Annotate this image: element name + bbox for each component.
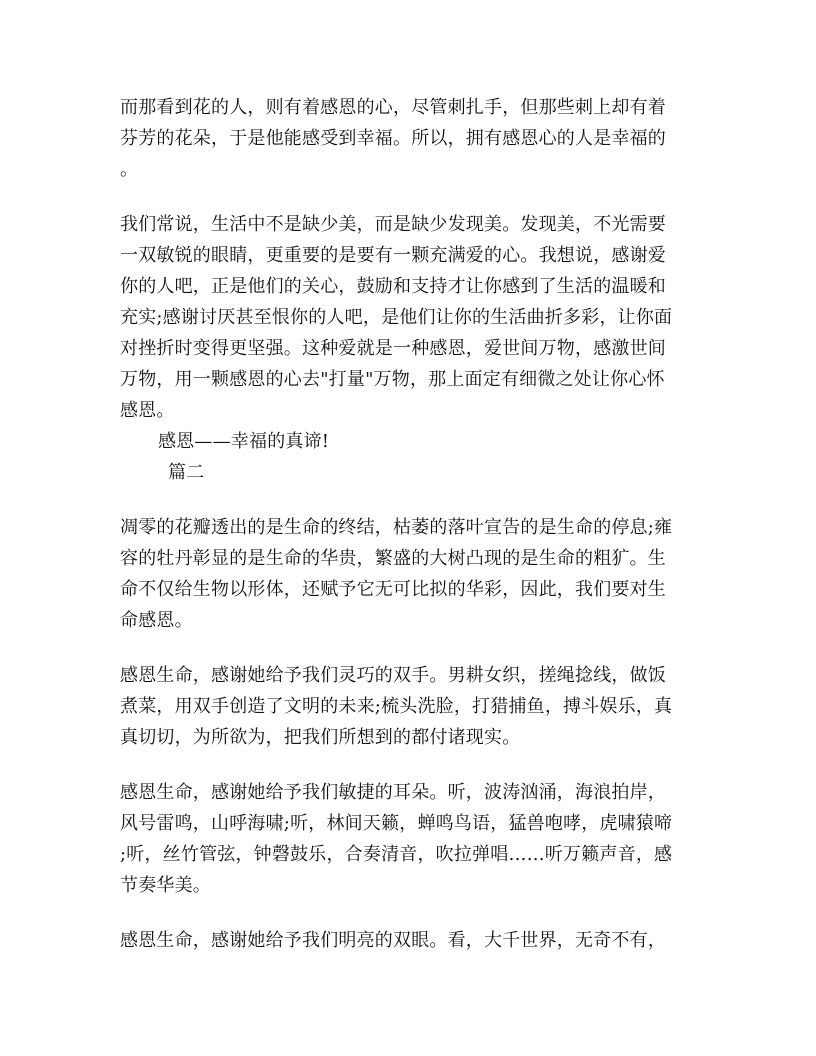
text-line: 充实;感谢讨厌甚至恨你的人吧，是他们让你的生活曲折多彩，让你面 bbox=[120, 307, 673, 328]
text-line: 我们常说，生活中不是缺少美，而是缺少发现美。发现美，不光需要 bbox=[120, 214, 666, 235]
text-line: 感恩生命，感谢她给予我们敏捷的耳朵。听，波涛汹涌，海浪拍岸， bbox=[120, 782, 666, 803]
text-line: 凋零的花瓣透出的是生命的终结，枯萎的落叶宣告的是生命的停息;雍 bbox=[120, 517, 673, 538]
text-line: 煮菜，用双手创造了文明的未来;梳头洗脸，打猎捕鱼，搏斗娱乐，真 bbox=[120, 696, 673, 717]
text-line: 感恩。 bbox=[120, 400, 175, 421]
section-title: 篇二 bbox=[168, 462, 205, 483]
text-line: 芬芳的花朵，于是他能感受到幸福。所以，拥有感恩心的人是幸福的 bbox=[120, 128, 666, 149]
paragraph bbox=[120, 512, 705, 636]
text-line: 你的人吧，正是他们的关心，鼓励和支持才让你感到了生活的温暖和 bbox=[120, 276, 666, 297]
text-line: 真切切，为所欲为，把我们所想到的都付诸现实。 bbox=[120, 727, 521, 748]
text-line: 节奏华美。 bbox=[120, 875, 211, 896]
paragraph-gap bbox=[120, 185, 705, 209]
paragraph-gap bbox=[120, 636, 705, 660]
text-line: 感恩生命，感谢她给予我们灵巧的双手。男耕女织，搓绳捻线，做饭 bbox=[120, 665, 666, 686]
paragraph bbox=[120, 92, 705, 185]
text-line: 风号雷鸣，山呼海啸;听，林间天籁，蝉鸣鸟语，猛兽咆哮，虎啸猿啼 bbox=[120, 813, 673, 834]
paragraph bbox=[120, 660, 705, 753]
text-line: 万物，用一颗感恩的心去"打量"万物，那上面定有细微之处让你心怀 bbox=[120, 369, 665, 390]
paragraph-gap bbox=[120, 488, 705, 512]
paragraph bbox=[120, 209, 705, 426]
paragraph bbox=[120, 925, 705, 956]
text-line: 命不仅给生物以形体，还赋予它无可比拟的华彩，因此，我们要对生 bbox=[120, 579, 666, 600]
text-line: 感恩生命，感谢她给予我们明亮的双眼。看，大千世界，无奇不有， bbox=[120, 930, 666, 951]
text-line: 。 bbox=[120, 159, 139, 180]
motto-line: 感恩——幸福的真谛! bbox=[158, 431, 330, 452]
text-line: 容的牡丹彰显的是生命的华贵，繁盛的大树凸现的是生命的粗犷。生 bbox=[120, 548, 666, 569]
text-line: 对挫折时变得更坚强。这种爱就是一种感恩，爱世间万物，感激世间 bbox=[120, 338, 666, 359]
document-body bbox=[120, 92, 705, 956]
paragraph-gap bbox=[120, 901, 705, 925]
paragraph bbox=[120, 777, 705, 901]
paragraph-gap bbox=[120, 753, 705, 777]
text-line: 命感恩。 bbox=[120, 610, 193, 631]
text-line: ;听，丝竹管弦，钟磬鼓乐，合奏清音，吹拉弹唱……听万籁声音，感 bbox=[120, 844, 673, 865]
text-line: 而那看到花的人，则有着感恩的心，尽管刺扎手，但那些刺上却有着 bbox=[120, 97, 666, 118]
text-line: 一双敏锐的眼睛，更重要的是要有一颗充满爱的心。我想说，感谢爱 bbox=[120, 245, 666, 266]
